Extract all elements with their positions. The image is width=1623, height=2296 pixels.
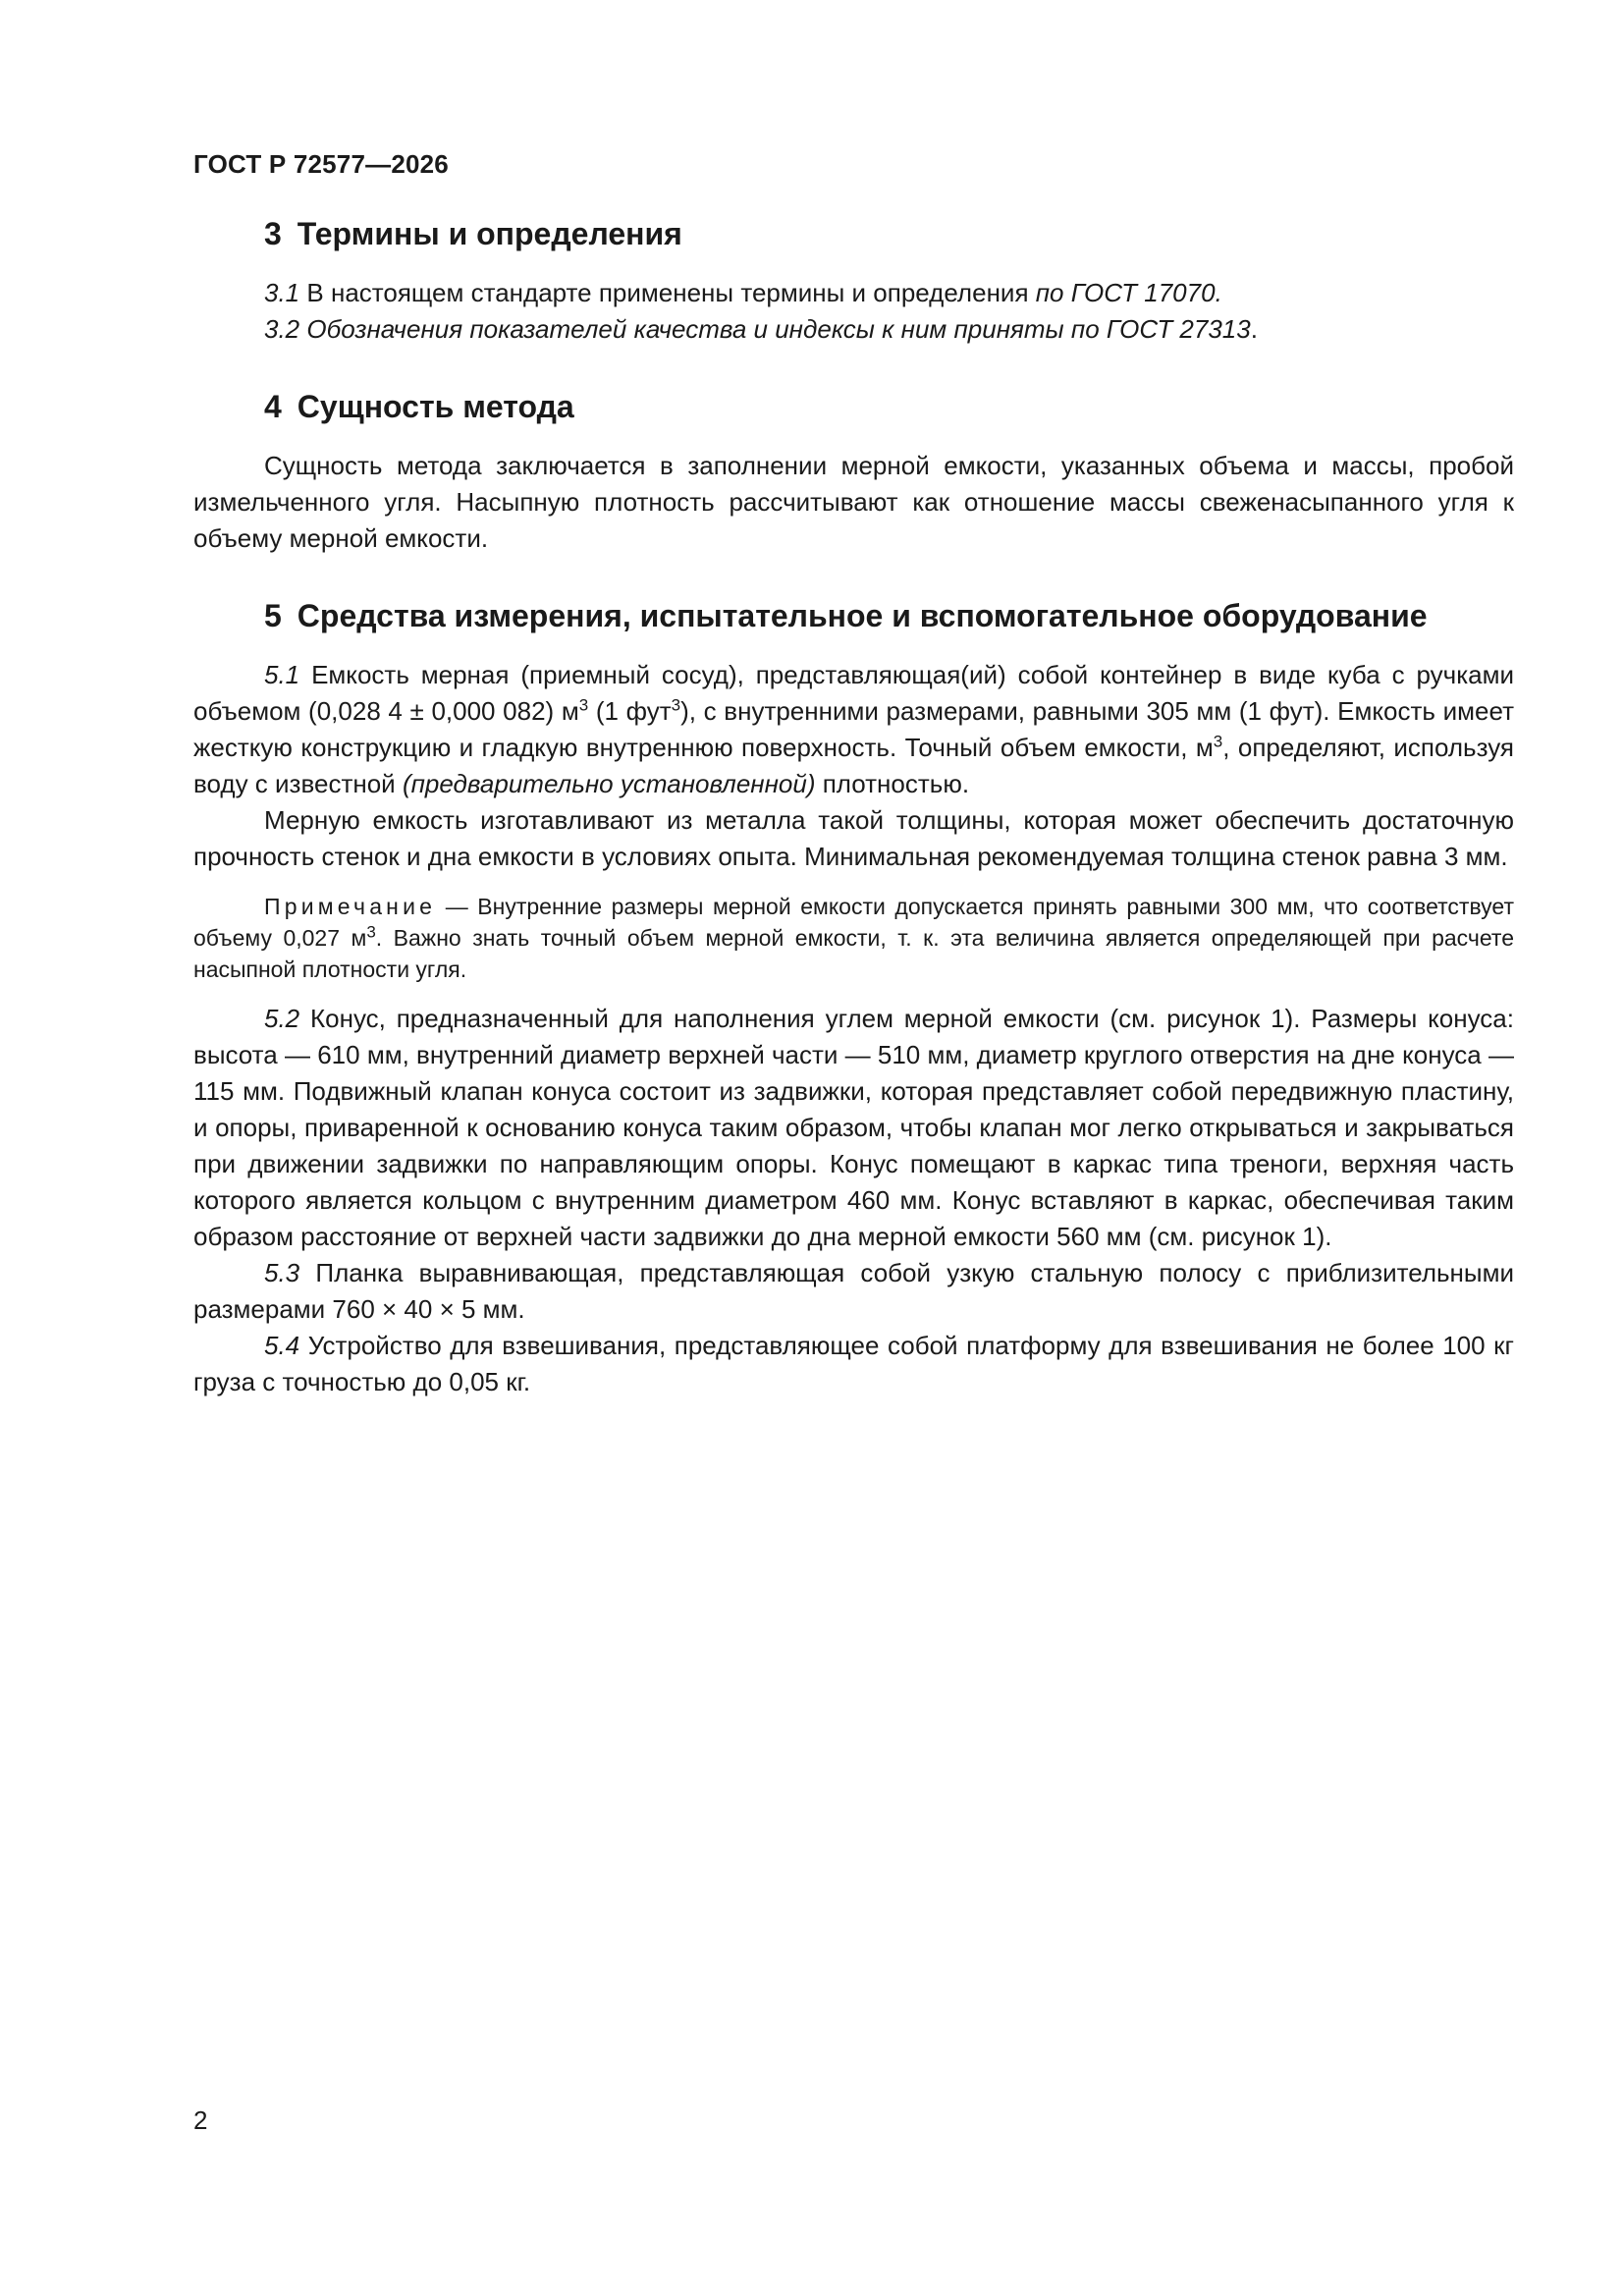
note-text: — Внутренние размеры мерной емкости допускается принять равными 300 мм, что соответствует объему 0,027 м [193, 894, 1514, 951]
section-3-heading [193, 214, 1514, 253]
section-5-heading [193, 596, 1514, 635]
paragraph-5-3 [193, 1255, 1514, 1328]
paragraph-5-1 [193, 657, 1514, 802]
note-label: Примечание [264, 894, 437, 919]
superscript: 3 [1213, 732, 1223, 751]
paragraph-5-2 [193, 1001, 1514, 1255]
italic-text: (предварительно установленной) [402, 769, 816, 798]
note [193, 891, 1514, 985]
paragraph-4-1: Сущность метода заключается в заполнении мерной емкости, указанных объема и массы, пробой измельченного угля. Насыпную плотность рассчитывают как отношение массы свеженасыпанного угля к объему мерной емкости. [193, 451, 1514, 553]
paragraph-3-1 [193, 275, 1514, 311]
paragraph-text: ), с внутренними размерами, равными 305 мм (1 фут). Емкость имеет жесткую конструкцию и гладкую внутреннюю поверхность. Точный объем емкости, м [193, 696, 1514, 762]
superscript: 3 [578, 695, 589, 715]
section-title: Термины и определения [297, 216, 682, 251]
section-title: Сущность метода [297, 389, 574, 424]
clause-number: 3.1 [264, 278, 300, 307]
page-number: 2 [193, 2105, 208, 2135]
paragraph-3-2 [193, 311, 1514, 348]
paragraph-text: В настоящем стандарте применены термины и определения [306, 278, 1036, 307]
document-code: ГОСТ Р 72577—2026 [193, 149, 449, 179]
section-title: Средства измерения, испытательное и вспомогательное оборудование [297, 598, 1428, 633]
paragraph-text: Обозначения показателей качества и индексы к ним приняты по ГОСТ 27313 [306, 314, 1251, 344]
paragraph-text: (1 фут [588, 696, 672, 726]
section-number: 4 [264, 389, 282, 424]
clause-number: 5.3 [264, 1258, 300, 1287]
section-number: 3 [264, 216, 282, 251]
clause-number: 5.4 [264, 1331, 300, 1360]
clause-number: 5.2 [264, 1004, 300, 1033]
clause-number: 5.1 [264, 660, 300, 689]
note-text: . Важно знать точный объем мерной емкости, т. к. эта величина является определяющей при расчете насыпной плотности угля. [193, 925, 1514, 982]
paragraph-end: . [1250, 314, 1258, 344]
superscript: 3 [366, 922, 376, 942]
paragraph-5-4 [193, 1328, 1514, 1400]
paragraph-text: Планка выравнивающая, представляющая собой узкую стальную полосу с приблизительными размерами 760 × 40 × 5 мм. [193, 1258, 1514, 1324]
paragraph-text: , определяют, используя воду с известной [193, 733, 1514, 798]
clause-number: 3.2 [264, 314, 300, 344]
paragraph-text: плотностью. [815, 769, 970, 798]
paragraph-text: Конус, предназначенный для наполнения углем мерной емкости (см. рисунок 1). Размеры конуса: высота — 610 мм, внутренний диаметр верхней части — 510 мм, диаметр круглого отверстия на дне конуса — 115 мм. Подвижный клапан конуса состоит из задвижки, которая представляет собой передвижную пластину, и опоры, приваренной к основанию конуса таким образом, чтобы клапан мог легко открываться и закрываться при движении задвижки по направляющим опоры. Конус помещают в каркас типа треноги, верхняя часть которого является кольцом с внутренним диаметром 460 мм. Конус вставляют в каркас, обеспечивая таким образом расстояние от верхней части задвижки до дна мерной емкости 560 мм (см. рисунок 1). [193, 1004, 1514, 1251]
superscript: 3 [671, 695, 681, 715]
paragraph-text: Устройство для взвешивания, представляющее собой платформу для взвешивания не более 100 кг груза с точностью до 0,05 кг. [193, 1331, 1514, 1396]
document-body [193, 214, 1514, 1400]
paragraph-text: Емкость мерная (приемный сосуд), представляющая(ий) собой контейнер в виде куба с ручками объемом (0,028 4 ± 0,000 082) м [193, 660, 1514, 726]
paragraph-5-1-continued: Мерную емкость изготавливают из металла такой толщины, которая может обеспечить достаточную прочность стенок и дна емкости в условиях опыта. Минимальная рекомендуемая толщина стенок равна 3 мм. [193, 805, 1514, 871]
section-4-heading [193, 387, 1514, 426]
section-number: 5 [264, 598, 282, 633]
standard-reference: по ГОСТ 17070. [1035, 278, 1222, 307]
